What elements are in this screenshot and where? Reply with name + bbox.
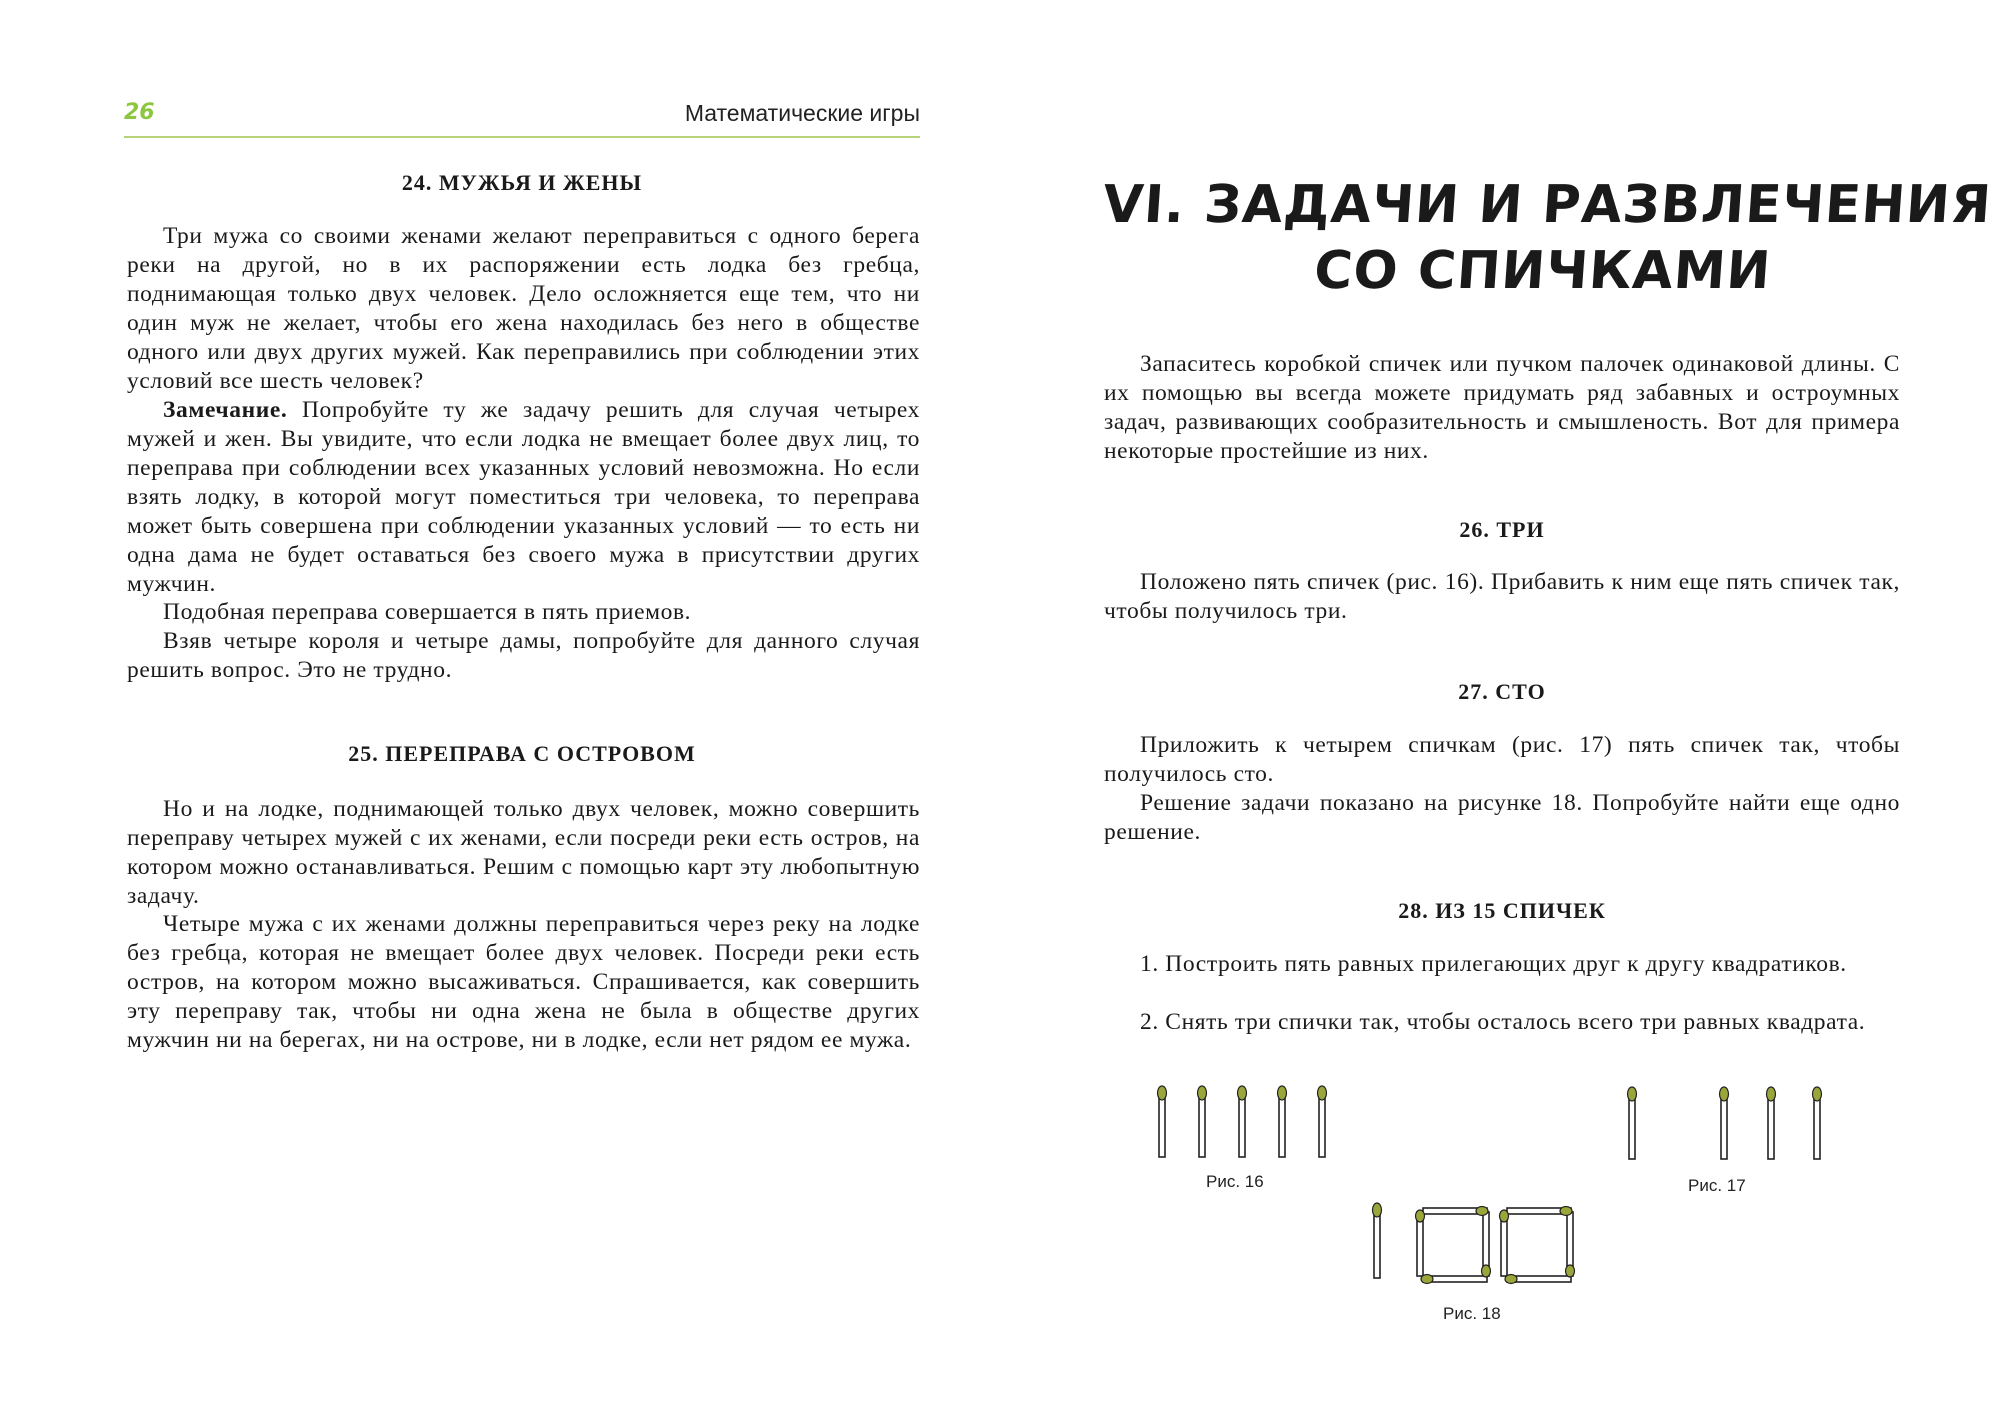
match <box>1720 1087 1729 1159</box>
match <box>1158 1086 1167 1157</box>
section-25-paragraph-2: Четыре мужа с их женами должны переправиться через реку на лодке без гребца, которая не вмещает более двух человек. Посреди реки есть остров, на котором можно высаживаться. Спрашивается, как совершить эту переправу так, чтобы ни одна жена не была в обществе других мужчин ни на берегах, ни на острове, ни в лодке, если нет рядом ее мужа. <box>127 911 920 1053</box>
section-27-title: 27. СТО <box>1458 679 1546 704</box>
section-27-paragraph-2: Решение задачи показано на рисунке 18. Попробуйте найти еще одно решение. <box>1104 790 1900 845</box>
section-26-paragraph: Положено пять спичек (рис. 16). Прибавить к ним еще пять спичек так, чтобы получилось три. <box>1104 569 1900 624</box>
match <box>1238 1086 1247 1157</box>
running-head <box>124 100 920 138</box>
match <box>1198 1086 1207 1157</box>
section-24-paragraph-3: Подобная переправа совершается в пять приемов. <box>163 599 692 625</box>
figure-17-caption: Рис. 17 <box>1688 1176 1746 1195</box>
page-number: 26 <box>124 100 155 125</box>
section-24-paragraph-4: Взяв четыре короля и четыре дамы, попробуйте для данного случая решить вопрос. Это не трудно. <box>127 628 920 683</box>
figure-18-caption: Рис. 18 <box>1443 1304 1501 1323</box>
running-title: Математические игры <box>684 100 920 126</box>
match <box>1767 1087 1776 1159</box>
section-28-paragraph-1: 1. Построить пять равных прилегающих друг к другу квадратиков. <box>1140 951 1847 977</box>
match <box>1318 1086 1327 1157</box>
match <box>1278 1086 1287 1157</box>
match <box>1373 1203 1382 1278</box>
note-label: Замечание. <box>163 397 288 423</box>
section-24-note <box>127 396 920 599</box>
match-square-2 <box>1500 1207 1575 1284</box>
match-square-1 <box>1416 1207 1491 1284</box>
chapter-title-line-2: СО СПИЧКАМИ <box>1312 241 1774 301</box>
section-25-title: 25. ПЕРЕПРАВА С ОСТРОВОМ <box>348 741 696 766</box>
figure-17 <box>1620 1085 1830 1163</box>
note-text: Попробуйте ту же задачу решить для случая четырех мужей и жен. Вы увидите, что если лодка не вмещает более двух лиц, то переправа при соблюдении всех указанных условий невозможна. Но если взять лодку, в которой могут поместиться три человека, то переправа может быть совершена при соблюдении указанных условий — то есть ни одна дама не будет оставаться без своего мужа в присутствии других мужчин. <box>127 397 920 597</box>
section-24-title: 24. МУЖЬЯ И ЖЕНЫ <box>401 170 643 195</box>
section-24-paragraph-1: Три мужа со своими женами желают переправиться с одного берега реки на другой, но в их распоряжении есть лодка без гребца, поднимающая только двух человек. Дело осложняется еще тем, что ни один муж не желает, чтобы его жена находилась без него в обществе одного или двух других мужей. Как переправились при соблюдении этих условий все шесть человек? <box>127 223 920 394</box>
figure-16-caption: Рис. 16 <box>1206 1172 1264 1191</box>
section-28-title: 28. ИЗ 15 СПИЧЕК <box>1398 898 1606 923</box>
chapter-title <box>1095 172 1994 304</box>
section-27-paragraph-1: Приложить к четырем спичкам (рис. 17) пять спичек так, чтобы получилось сто. <box>1104 732 1900 787</box>
match <box>1813 1087 1822 1159</box>
figure-16 <box>1150 1085 1340 1159</box>
chapter-title-line-1: VI. ЗАДАЧИ И РАЗВЛЕЧЕНИЯ <box>1100 175 1994 235</box>
section-25-paragraph-1: Но и на лодке, поднимающей только двух человек, можно совершить переправу четырех мужей с их женами, если посреди реки есть остров, на котором можно останавливаться. Решим с помощью карт эту любопытную задачу. <box>127 796 920 909</box>
figure-18 <box>1365 1200 1595 1286</box>
match <box>1628 1087 1637 1159</box>
chapter-intro: Запаситесь коробкой спичек или пучком палочек одинаковой длины. С их помощью вы всегда можете придумать ряд забавных и остроумных задач, развивающих сообразительность и смышленость. Вот для примера некоторые простейшие из них. <box>1104 351 1900 464</box>
section-26-title: 26. ТРИ <box>1459 517 1545 542</box>
section-28-paragraph-2: 2. Снять три спички так, чтобы осталось всего три равных квадрата. <box>1140 1009 1866 1035</box>
